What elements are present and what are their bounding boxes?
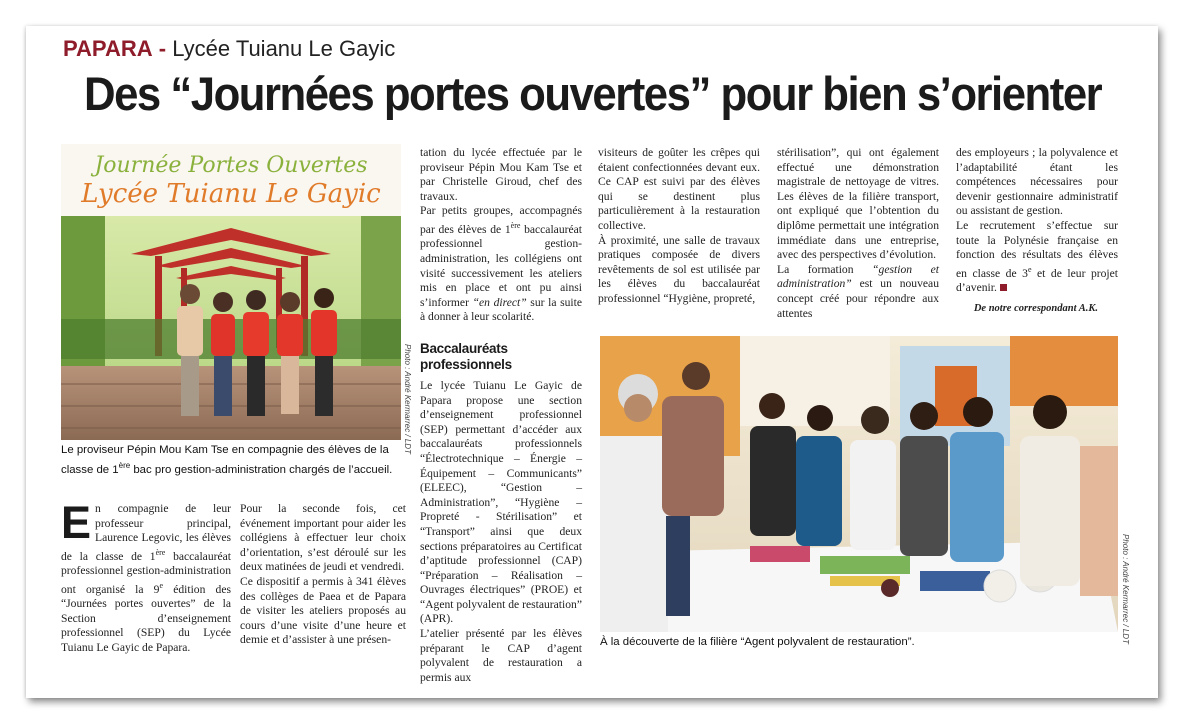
photo1-caption: Le proviseur Pépin Mou Kam Tse en compagnie des élèves de la classe de 1ère bac pro gestion-administration chargés de l’accueil. (61, 444, 393, 476)
paragraph: Par petits groupes, accompagnés par des élèves de 1ère baccalauréat professionnel gestion-administration, les collégiens ont visité successivement les ateliers mis en place et ont pu ainsi s’informer “en direct” sur la suite à donner à leur scolarité. (420, 204, 582, 324)
paragraph: Pour la seconde fois, cet événement important pour aider les collégiens à effectuer leur choix d’orientation, s’est déroulé sur les deux matinées de jeudi et vendredi. (240, 502, 406, 574)
article-column-6 (956, 146, 1118, 316)
article-column-1 (61, 497, 231, 656)
photo-students-entrance-image (61, 144, 401, 440)
kicker-place: PAPARA (63, 36, 153, 61)
subheading-baccalaureats: Baccalauréats professionnels (420, 340, 512, 372)
dropcap: E (61, 497, 92, 548)
photo-restaurant-workshop (600, 336, 1118, 632)
article-column-3 (420, 146, 582, 685)
photo1-credit: Photo : André Kermarrec / LDT (403, 344, 412, 454)
section-kicker (63, 36, 395, 62)
paragraph: tation du lycée effectuée par le proviseur Pépin Mou Kam Tse et par Christelle Giroud, chef des travaux. (420, 146, 582, 203)
newspaper-page (26, 26, 1158, 698)
article-intro: En compagnie de leur professeur principal, Laurence Legovic, les élèves de la classe de 1ère baccalauréat professionnel gestion-administration ont organisé la 9e édition des “Journées portes ouvertes” de la Section d’enseignement professionnel (SEP) du Lycée Tuianu Le Gayic de Papara. (61, 497, 231, 655)
paragraph: stérilisation”, qui ont également effectué une démonstration magistrale de nettoyage de vitres. Les élèves de la filière transport, ont expliqué que l’obtention du diplôme permettait une intégration immédiate dans une entreprise, avec des perspectives d’évolution. (777, 146, 939, 262)
author-signature: De notre correspondant A.K. (973, 302, 1098, 314)
paragraph: visiteurs de goûter les crêpes qui étaient confectionnées devant eux. Ce CAP est suivi par des élèves qui se destinent plus particulièrement à la restauration collective. (598, 146, 760, 232)
paragraph: L’atelier présenté par les élèves préparant le CAP d’agent polyvalent de restauration a permis aux (420, 627, 582, 684)
photo2-caption: À la découverte de la filière “Agent polyvalent de restauration”. (600, 636, 915, 648)
article-column-4 (598, 146, 760, 307)
kicker-separator: - (158, 36, 167, 61)
article-column-2 (240, 502, 406, 648)
paragraph: À proximité, une salle de travaux pratiques composée de divers revêtements de sol est utilisée par les élèves du baccalauréat professionnel “Hygiène, propreté, (598, 233, 760, 305)
kicker-school: Lycée Tuianu Le Gayic (172, 36, 396, 61)
banner-line-2: Lycée Tuianu Le Gayic (81, 179, 381, 209)
banner-line-1: Journée Portes Ouvertes (94, 153, 368, 178)
paragraph: Le recrutement s’effectue sur toute la Polynésie française en fonction des résultats des élèves en classe de 3e et de leur projet d’avenir. (956, 218, 1118, 295)
paragraph: des employeurs ; la polyvalence et l’adaptabilité étant les compétences nécessaires pour devenir gestionnaire administratif ou assistant de gestion. (956, 146, 1118, 218)
paragraph: Ce dispositif a permis à 341 élèves des collèges de Paea et de Papara de visiter les ateliers proposés au cours d’une visite d’une heure et demie et d’assister à une présen- (240, 574, 406, 647)
photo-students-entrance (61, 144, 401, 440)
photo-restaurant-workshop-image (600, 336, 1118, 632)
photo2-credit: Photo : André Kermarrec / LDT (1121, 534, 1130, 644)
end-mark (1000, 284, 1007, 291)
paragraph: La formation “gestion et administration” est un nouveau concept créé pour répondre aux attentes (777, 262, 939, 320)
headline: Des “Journées portes ouvertes” pour bien s’orienter (84, 67, 1102, 120)
article-column-5 (777, 146, 939, 321)
paragraph: Le lycée Tuianu Le Gayic de Papara propose une section d’enseignement professionnel (SEP) permettant d’accéder aux baccalauréats professionnels “Électrotechnique – Énergie – Équipement – Communicants” (ELEEC), “Gestion – Administration”, “Hygiène – Propreté - Stérilisation” et “Transport” ainsi que deux sections préparatoires au Certificat d’aptitude professionnel (CAP) “Préparation – Réalisation – Ouvrages électriques” (PROE) et “Agent polyvalent de restauration” (APR). (420, 378, 582, 626)
